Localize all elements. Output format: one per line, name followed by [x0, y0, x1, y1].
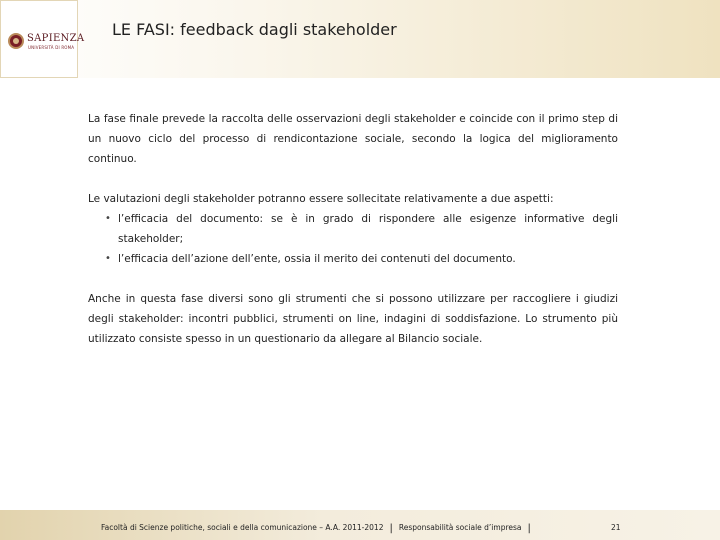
list-item: • l’efficacia dell’azione dell’ente, ossia il merito dei contenuti del documento. [88, 249, 618, 269]
footer [101, 523, 537, 534]
slide-title: LE FASI: feedback dagli stakeholder [112, 20, 397, 39]
footer-separator: | [389, 523, 393, 534]
paragraph-aspects: Le valutazioni degli stakeholder potranno essere sollecitate relativamente a due aspetti: [88, 193, 554, 205]
paragraph-tools: Anche in questa fase diversi sono gli strumenti che si possono utilizzare per raccogliere i giudizi degli stakeholder: incontri pubblici, strumenti on line, indagini di soddisfazione. Lo strumento più utilizzato consiste spesso in un questionario da allegare al Bilancio sociale. [88, 293, 618, 345]
paragraph-intro: La fase finale prevede la raccolta delle osservazioni degli stakeholder e coincide con il primo step di un nuovo ciclo del processo di rendicontazione sociale, secondo la logica del miglioramento continuo. [88, 113, 618, 165]
university-logo [0, 0, 85, 78]
seal-icon [8, 33, 24, 49]
list-item: • l’efficacia del documento: se è in grado di rispondere alle esigenze informative degli stakeholder; [88, 209, 618, 249]
footer-faculty: Facoltà di Scienze politiche, sociali e della comunicazione – A.A. 2011-2012 [101, 523, 384, 532]
logo-subtitle: UNIVERSITÀ DI ROMA [28, 45, 75, 50]
slide-body [88, 109, 618, 369]
footer-separator: | [527, 523, 531, 534]
header-band [0, 0, 720, 78]
footer-course: Responsabilità sociale d’impresa [398, 523, 522, 532]
page-number: 21 [611, 523, 621, 532]
logo-name: SAPIENZA [27, 33, 85, 44]
aspects-list [88, 209, 618, 269]
